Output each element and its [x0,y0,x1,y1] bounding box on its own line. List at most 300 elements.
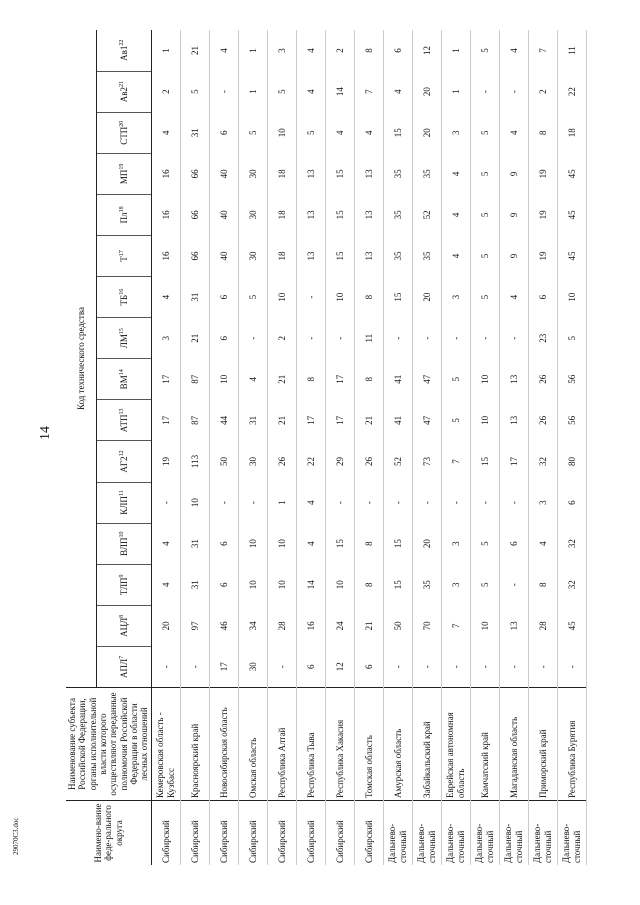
code-footnote: 10 [118,531,125,538]
value-cell: 3 [528,482,557,523]
value-cell: 4 [209,30,238,71]
code-footnote: 12 [118,450,125,457]
value-cell: 10 [470,359,499,400]
code-name: ЛМ [118,334,129,349]
value-cell: 8 [296,359,325,400]
value-cell: 6 [209,112,238,153]
code-header-cell [97,646,152,687]
value-cell: 15 [383,564,412,605]
value-cell: 22 [557,71,586,112]
value-cell: 4 [528,523,557,564]
value-cell: 19 [151,441,180,482]
value-cell: 4 [441,153,470,194]
value-cell: 6 [209,523,238,564]
table-row [412,30,441,865]
value-cell: 31 [180,564,209,605]
value-cell: 21 [180,318,209,359]
value-cell: 10 [267,112,296,153]
header-subject: Наименование субъекта Российской Федерации, органы исполнительной власти которого осуществляют переданные полномочия Российской Федерации в области лесных отношений [66,688,151,801]
region-cell: Сибирский [209,801,238,866]
value-cell: 30 [238,441,267,482]
value-cell: 4 [151,564,180,605]
value-cell: 15 [325,523,354,564]
value-cell: 32 [528,441,557,482]
value-cell: 7 [528,30,557,71]
value-cell: 45 [557,194,586,235]
code-name: ТЛП [118,577,129,596]
value-cell: 26 [528,400,557,441]
value-cell: 4 [499,277,528,318]
value-cell: 70 [412,605,441,646]
value-cell: 3 [151,318,180,359]
value-cell: 87 [180,400,209,441]
value-cell: 6 [296,646,325,687]
value-cell: 24 [325,605,354,646]
subject-cell: Магаданская область [499,688,528,801]
value-cell: 13 [354,194,383,235]
value-cell: - [325,318,354,359]
value-cell: 6 [354,646,383,687]
value-cell: 9 [499,153,528,194]
value-cell: 19 [528,194,557,235]
value-cell: 35 [383,153,412,194]
value-cell: 66 [180,153,209,194]
value-cell: 10 [267,277,296,318]
value-cell: 6 [557,482,586,523]
value-cell: 8 [354,359,383,400]
value-cell: 8 [528,112,557,153]
code-name: СТП [118,126,129,145]
value-cell: 8 [354,523,383,564]
code-header-cell [97,153,152,194]
value-cell: 15 [470,441,499,482]
value-cell: 7 [354,71,383,112]
value-cell: 97 [180,605,209,646]
value-cell: 45 [557,235,586,276]
value-cell: 1 [151,30,180,71]
value-cell: 10 [267,523,296,564]
value-cell: 21 [267,400,296,441]
value-cell: - [151,482,180,523]
value-cell: 5 [296,112,325,153]
value-cell: 1 [238,30,267,71]
value-cell: 56 [557,359,586,400]
value-cell: 3 [441,112,470,153]
code-footnote: 18 [118,206,125,213]
value-cell: - [383,646,412,687]
value-cell: 30 [238,153,267,194]
value-cell: 45 [557,153,586,194]
value-cell: - [499,482,528,523]
value-cell: - [470,482,499,523]
value-cell: 7 [441,605,470,646]
subject-cell: Республика Хакасия [325,688,354,801]
value-cell: 7 [441,441,470,482]
value-cell: 80 [557,441,586,482]
code-name: АТП [118,414,129,433]
value-cell: 8 [354,277,383,318]
value-cell: 5 [470,112,499,153]
value-cell: 20 [412,523,441,564]
value-cell: 10 [325,564,354,605]
value-cell: 66 [180,194,209,235]
value-cell: 113 [180,441,209,482]
value-cell: 9 [499,194,528,235]
value-cell: 20 [412,277,441,318]
code-header-cell [97,482,152,523]
subject-cell: Камчатский край [470,688,499,801]
code-header-cell [97,71,152,112]
value-cell: 10 [470,605,499,646]
code-header-cell [97,235,152,276]
code-header-cell [97,194,152,235]
value-cell: 18 [267,194,296,235]
code-name: АГ2 [118,456,129,473]
value-cell: 11 [354,318,383,359]
value-cell: 30 [238,194,267,235]
table-row [267,30,296,865]
value-cell: 30 [238,646,267,687]
value-cell: 4 [151,112,180,153]
table-row [325,30,354,865]
value-cell: 4 [296,523,325,564]
code-footnote: 13 [118,408,125,415]
value-cell: 10 [557,277,586,318]
value-cell: 32 [557,564,586,605]
value-cell: 15 [325,235,354,276]
table-row [180,30,209,865]
value-cell: 35 [412,153,441,194]
value-cell: 15 [383,523,412,564]
table-row [354,30,383,865]
value-cell: 4 [325,112,354,153]
value-cell: 14 [296,564,325,605]
table-row [296,30,325,865]
code-footnote: 14 [118,369,125,376]
value-cell: 29 [325,441,354,482]
value-cell: 8 [354,30,383,71]
page-number: 14 [38,426,53,440]
value-cell: 56 [557,400,586,441]
value-cell: 46 [209,605,238,646]
value-cell: 13 [354,153,383,194]
value-cell: 26 [267,441,296,482]
value-cell: 8 [528,564,557,605]
value-cell: 17 [209,646,238,687]
region-cell: Сибирский [296,801,325,866]
value-cell: 14 [325,71,354,112]
value-cell: 47 [412,359,441,400]
code-name: Пл [118,212,129,224]
value-cell: 5 [470,194,499,235]
region-cell: Дальнево-сточный [412,801,441,866]
region-cell: Сибирский [325,801,354,866]
value-cell: 12 [412,30,441,71]
value-cell: 5 [441,400,470,441]
value-cell: - [470,318,499,359]
value-cell: 3 [441,523,470,564]
value-cell: 21 [267,359,296,400]
value-cell: - [499,318,528,359]
value-cell: 52 [383,441,412,482]
value-cell: - [470,646,499,687]
value-cell: 31 [180,277,209,318]
value-cell: 1 [441,71,470,112]
value-cell: 15 [383,277,412,318]
value-cell: 4 [499,112,528,153]
value-cell: 4 [354,112,383,153]
code-footnote: 20 [118,120,125,127]
value-cell: 28 [267,605,296,646]
table-row [499,30,528,865]
code-header-cell [97,523,152,564]
value-cell: 15 [325,153,354,194]
region-cell: Дальнево-сточный [557,801,586,866]
code-footnote: 9 [118,574,125,578]
value-cell: 3 [441,564,470,605]
value-cell: 34 [238,605,267,646]
code-name: ВЛП [118,537,129,556]
value-cell: 66 [180,235,209,276]
subject-cell: Кемеровская область - Кузбасс [151,688,180,801]
value-cell: 40 [209,153,238,194]
value-cell: 13 [296,153,325,194]
value-cell: 10 [238,564,267,605]
rotated-table-container [66,30,616,865]
value-cell: 41 [383,359,412,400]
value-cell: 5 [180,71,209,112]
value-cell: 6 [383,30,412,71]
value-cell: 5 [470,235,499,276]
value-cell: 5 [267,71,296,112]
table-row [209,30,238,865]
value-cell: 10 [325,277,354,318]
value-cell: - [528,646,557,687]
subject-cell: Приморский край [528,688,557,801]
code-name: Ав2 [118,87,129,103]
value-cell: - [151,646,180,687]
value-cell: 16 [151,235,180,276]
code-footnote: 15 [118,328,125,335]
code-name: Ав1 [118,45,129,61]
value-cell: 32 [557,523,586,564]
value-cell: 4 [296,30,325,71]
value-cell: 10 [209,359,238,400]
subject-cell: Забайкальский край [412,688,441,801]
code-name: ТБ [118,294,129,306]
value-cell: 5 [238,112,267,153]
value-cell: 13 [499,605,528,646]
value-cell: - [441,318,470,359]
header-codes-title: Код технического средства [66,30,97,688]
code-footnote: 19 [118,163,125,170]
value-cell: - [557,646,586,687]
code-footnote: 7 [118,655,125,659]
code-footnote: 11 [118,490,125,497]
value-cell: 4 [151,277,180,318]
value-cell: - [383,482,412,523]
value-cell: 5 [470,523,499,564]
value-cell: - [499,646,528,687]
value-cell: 19 [528,235,557,276]
code-footnote: 17 [118,250,125,257]
value-cell: 19 [528,153,557,194]
value-cell: - [354,482,383,523]
value-cell: 28 [528,605,557,646]
table-row [151,30,180,865]
value-cell: 3 [267,30,296,71]
value-cell: - [441,646,470,687]
value-cell: 13 [499,359,528,400]
code-header-cell [97,400,152,441]
value-cell: 4 [499,30,528,71]
table-body [151,30,586,865]
value-cell: 35 [412,564,441,605]
region-cell: Дальнево-сточный [528,801,557,866]
value-cell: 41 [383,400,412,441]
value-cell: 1 [441,30,470,71]
code-footnote: 8 [118,614,125,618]
region-cell: Сибирский [267,801,296,866]
region-cell: Дальнево-сточный [441,801,470,866]
value-cell: 22 [296,441,325,482]
value-cell: 21 [180,30,209,71]
value-cell: - [412,482,441,523]
region-cell: Сибирский [354,801,383,866]
value-cell: 8 [354,564,383,605]
value-cell: 17 [151,359,180,400]
value-cell: 20 [412,112,441,153]
value-cell: 17 [151,400,180,441]
value-cell: 5 [441,359,470,400]
code-header-cell [97,30,152,71]
header-region: Наимено-вание феде-рального округа [66,801,151,866]
value-cell: - [296,318,325,359]
code-header-cell [97,112,152,153]
value-cell: 23 [528,318,557,359]
value-cell: 12 [325,646,354,687]
value-cell: - [412,646,441,687]
value-cell: 16 [151,194,180,235]
value-cell: 17 [499,441,528,482]
value-cell: 4 [441,235,470,276]
value-cell: 50 [383,605,412,646]
value-cell: 73 [412,441,441,482]
value-cell: 13 [296,235,325,276]
value-cell: 35 [383,194,412,235]
value-cell: 5 [470,30,499,71]
subject-cell: Республика Алтай [267,688,296,801]
value-cell: - [209,482,238,523]
value-cell: 13 [499,400,528,441]
code-header-cell [97,359,152,400]
value-cell: 4 [441,194,470,235]
value-cell: 21 [354,605,383,646]
value-cell: 13 [354,235,383,276]
value-cell: 6 [209,318,238,359]
value-cell: 45 [557,605,586,646]
value-cell: 4 [383,71,412,112]
value-cell: 21 [354,400,383,441]
value-cell: - [238,318,267,359]
value-cell: 20 [412,71,441,112]
value-cell: 50 [209,441,238,482]
value-cell: 9 [499,235,528,276]
code-name: АЦЛ [118,617,129,637]
table-row [470,30,499,865]
value-cell: 44 [209,400,238,441]
value-cell: - [441,482,470,523]
value-cell: 26 [354,441,383,482]
value-cell: 2 [151,71,180,112]
value-cell: - [412,318,441,359]
subject-cell: Омская область [238,688,267,801]
region-cell: Дальнево-сточный [470,801,499,866]
region-cell: Сибирский [151,801,180,866]
value-cell: 5 [557,318,586,359]
value-cell: 16 [151,153,180,194]
value-cell: 35 [383,235,412,276]
code-name: Т [118,256,129,262]
value-cell: - [238,482,267,523]
value-cell: 13 [296,194,325,235]
code-header-cell [97,564,152,605]
code-footnote: 22 [118,39,125,46]
value-cell: 17 [325,400,354,441]
code-name: МП [118,169,129,185]
subject-cell: Республика Тыва [296,688,325,801]
value-cell: 4 [296,482,325,523]
value-cell: 18 [267,153,296,194]
value-cell: 11 [557,30,586,71]
value-cell: 5 [470,153,499,194]
value-cell: 17 [296,400,325,441]
value-cell: 31 [238,400,267,441]
value-cell: 6 [528,277,557,318]
value-cell: 2 [528,71,557,112]
subject-cell: Еврейская автономная область [441,688,470,801]
value-cell: 3 [441,277,470,318]
value-cell: 52 [412,194,441,235]
value-cell: 18 [557,112,586,153]
value-cell: - [499,564,528,605]
value-cell: 5 [470,564,499,605]
code-footnote: 16 [118,288,125,295]
subject-cell: Красноярский край [180,688,209,801]
value-cell: - [180,646,209,687]
value-cell: 4 [151,523,180,564]
value-cell: 2 [267,318,296,359]
code-header-cell [97,605,152,646]
code-name: КЛП [118,496,129,515]
value-cell: 87 [180,359,209,400]
code-header-cell [97,318,152,359]
value-cell: 35 [412,235,441,276]
table-row [383,30,412,865]
subject-cell: Томская область [354,688,383,801]
value-cell: 18 [267,235,296,276]
table-row [441,30,470,865]
value-cell: - [470,71,499,112]
code-name: АПЛ [118,658,129,679]
region-cell: Дальнево-сточный [499,801,528,866]
region-cell: Дальнево-сточный [383,801,412,866]
value-cell: 16 [296,605,325,646]
value-cell: - [209,71,238,112]
value-cell: 6 [209,564,238,605]
table-row [557,30,586,865]
footer-filename: 29070С3.doc [12,817,20,855]
